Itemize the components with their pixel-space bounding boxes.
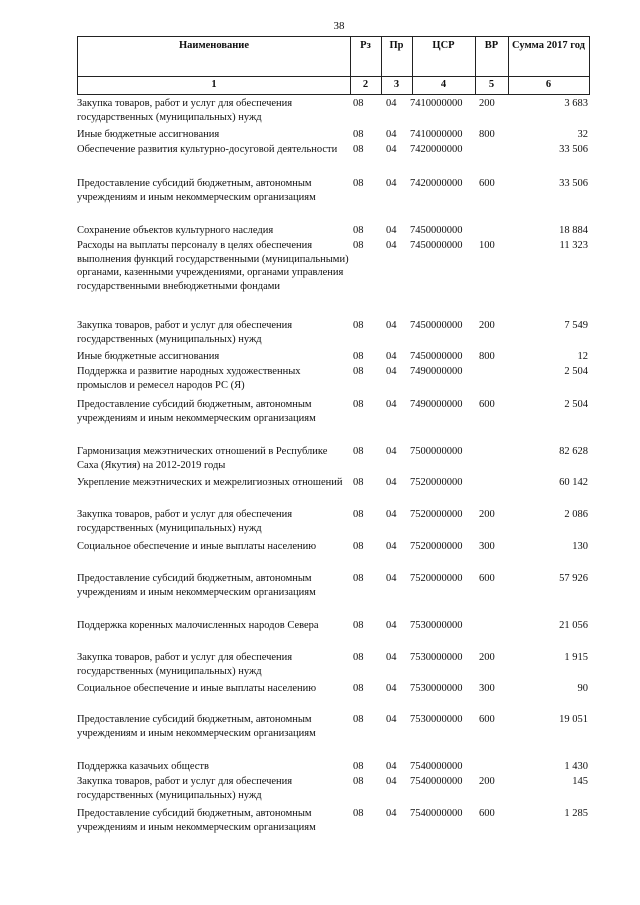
row-name: Предоставление субсидий бюджетным, автономным учреждениям и иным некоммерческим организациям	[77, 808, 316, 833]
row-sum: 130	[572, 541, 588, 552]
row-pr: 04	[386, 129, 397, 140]
header-vr: ВР	[484, 40, 499, 51]
row-rz: 08	[353, 652, 364, 663]
row-name: Закупка товаров, работ и услуг для обеспечения государственных (муниципальных) нужд	[77, 776, 293, 801]
row-sum: 90	[577, 683, 588, 694]
row-rz: 08	[353, 240, 364, 251]
row-pr: 04	[386, 714, 397, 725]
row-csr: 7500000000	[410, 446, 463, 457]
row-rz: 08	[353, 477, 364, 488]
row-pr: 04	[386, 320, 397, 331]
row-sum: 7 549	[564, 320, 588, 331]
row-name: Иные бюджетные ассигнования	[77, 129, 220, 140]
row-vr: 200	[479, 320, 495, 331]
row-name: Сохранение объектов культурного наследия	[77, 225, 274, 236]
row-pr: 04	[386, 446, 397, 457]
row-name: Закупка товаров, работ и услуг для обеспечения государственных (муниципальных) нужд	[77, 320, 293, 345]
row-pr: 04	[386, 477, 397, 488]
row-rz: 08	[353, 178, 364, 189]
row-csr: 7530000000	[410, 620, 463, 631]
row-sum: 82 628	[559, 446, 588, 457]
row-name: Поддержка казачьих обществ	[77, 761, 209, 772]
row-vr: 300	[479, 683, 495, 694]
row-rz: 08	[353, 225, 364, 236]
row-pr: 04	[386, 652, 397, 663]
row-sum: 33 506	[559, 144, 588, 155]
row-rz: 08	[353, 320, 364, 331]
row-name: Укрепление межэтнических и межрелигиозных отношений	[77, 477, 343, 488]
row-csr: 7520000000	[410, 509, 463, 520]
row-sum: 2 504	[564, 366, 588, 377]
row-csr: 7450000000	[410, 240, 463, 251]
row-rz: 08	[353, 351, 364, 362]
row-vr: 300	[479, 541, 495, 552]
row-csr: 7520000000	[410, 477, 463, 488]
row-csr: 7450000000	[410, 225, 463, 236]
row-vr: 600	[479, 573, 495, 584]
row-sum: 19 051	[559, 714, 588, 725]
header-col-1: 1	[211, 79, 217, 90]
row-vr: 200	[479, 776, 495, 787]
row-sum: 2 504	[564, 399, 588, 410]
header-col-6: 6	[545, 79, 552, 90]
row-name: Закупка товаров, работ и услуг для обеспечения государственных (муниципальных) нужд	[77, 509, 293, 534]
row-sum: 11 323	[559, 240, 588, 251]
row-csr: 7450000000	[410, 351, 463, 362]
row-rz: 08	[353, 683, 364, 694]
row-name: Предоставление субсидий бюджетным, автономным учреждениям и иным некоммерческим организациям	[77, 399, 316, 424]
row-name: Иные бюджетные ассигнования	[77, 351, 220, 362]
row-csr: 7490000000	[410, 366, 463, 377]
row-rz: 08	[353, 129, 364, 140]
row-rz: 08	[353, 776, 364, 787]
row-name: Социальное обеспечение и иные выплаты населению	[77, 683, 317, 694]
row-csr: 7530000000	[410, 652, 463, 663]
row-vr: 600	[479, 714, 495, 725]
row-vr: 800	[479, 129, 495, 140]
row-pr: 04	[386, 509, 397, 520]
header-col-5: 5	[488, 79, 495, 90]
row-pr: 04	[386, 683, 397, 694]
row-name: Предоставление субсидий бюджетным, автономным учреждениям и иным некоммерческим организациям	[77, 573, 316, 598]
row-csr: 7420000000	[410, 178, 463, 189]
row-pr: 04	[386, 240, 397, 251]
row-vr: 600	[479, 399, 495, 410]
row-sum: 1 285	[564, 808, 588, 819]
row-rz: 08	[353, 399, 364, 410]
row-sum: 3 683	[564, 98, 588, 109]
row-csr: 7540000000	[410, 808, 463, 819]
row-pr: 04	[386, 573, 397, 584]
row-rz: 08	[353, 541, 364, 552]
row-sum: 18 884	[559, 225, 588, 236]
row-sum: 2 086	[564, 509, 588, 520]
row-name: Предоставление субсидий бюджетным, автономным учреждениям и иным некоммерческим организациям	[77, 178, 316, 203]
row-rz: 08	[353, 509, 364, 520]
row-sum: 21 056	[559, 620, 588, 631]
row-sum: 12	[577, 351, 588, 362]
row-csr: 7520000000	[410, 573, 463, 584]
row-sum: 33 506	[559, 178, 588, 189]
row-rz: 08	[353, 573, 364, 584]
row-sum: 1 430	[564, 761, 588, 772]
row-csr: 7450000000	[410, 320, 463, 331]
row-csr: 7540000000	[410, 761, 463, 772]
row-csr: 7420000000	[410, 144, 463, 155]
header-csr: ЦСР	[432, 40, 455, 51]
row-vr: 200	[479, 98, 495, 109]
row-pr: 04	[386, 366, 397, 377]
row-csr: 7410000000	[410, 129, 463, 140]
row-pr: 04	[386, 620, 397, 631]
row-vr: 600	[479, 808, 495, 819]
row-pr: 04	[386, 225, 397, 236]
row-name: Обеспечение развития культурно-досуговой деятельности	[77, 144, 338, 155]
row-rz: 08	[353, 808, 364, 819]
row-name: Поддержка коренных малочисленных народов Севера	[77, 620, 319, 631]
row-name: Расходы на выплаты персоналу в целях обеспечения выполнения функций государственными (муниципальными) органами, казенными учреждениями, органами управления государственными внебюджетными фондами	[77, 240, 349, 292]
row-pr: 04	[386, 399, 397, 410]
row-pr: 04	[386, 98, 397, 109]
header-sum: Сумма 2017 год	[512, 40, 585, 51]
row-name: Закупка товаров, работ и услуг для обеспечения государственных (муниципальных) нужд	[77, 652, 293, 677]
row-rz: 08	[353, 761, 364, 772]
row-vr: 800	[479, 351, 495, 362]
row-name: Поддержка и развитие народных художественных промыслов и ремесел народов РС (Я)	[77, 366, 301, 391]
header-col-3: 3	[393, 79, 400, 90]
row-pr: 04	[386, 541, 397, 552]
row-sum: 1 915	[564, 652, 588, 663]
header-pr: Пр	[389, 40, 404, 51]
header-name: Наименование	[179, 40, 249, 51]
header-col-2: 2	[362, 79, 369, 90]
row-csr: 7530000000	[410, 683, 463, 694]
row-csr: 7490000000	[410, 399, 463, 410]
row-csr: 7410000000	[410, 98, 463, 109]
row-rz: 08	[353, 144, 364, 155]
row-pr: 04	[386, 761, 397, 772]
row-sum: 57 926	[559, 573, 588, 584]
row-rz: 08	[353, 366, 364, 377]
row-rz: 08	[353, 98, 364, 109]
row-rz: 08	[353, 446, 364, 457]
row-pr: 04	[386, 178, 397, 189]
row-pr: 04	[386, 776, 397, 787]
row-pr: 04	[386, 144, 397, 155]
row-pr: 04	[386, 351, 397, 362]
table-header	[77, 36, 590, 95]
row-sum: 60 142	[559, 477, 588, 488]
row-csr: 7530000000	[410, 714, 463, 725]
row-name: Социальное обеспечение и иные выплаты населению	[77, 541, 317, 552]
row-name: Закупка товаров, работ и услуг для обеспечения государственных (муниципальных) нужд	[77, 98, 293, 123]
row-pr: 04	[386, 808, 397, 819]
row-vr: 200	[479, 509, 495, 520]
row-name: Предоставление субсидий бюджетным, автономным учреждениям и иным некоммерческим организациям	[77, 714, 316, 739]
header-col-4: 4	[440, 79, 447, 90]
row-vr: 100	[479, 240, 495, 251]
row-csr: 7520000000	[410, 541, 463, 552]
row-rz: 08	[353, 620, 364, 631]
row-sum: 32	[577, 129, 588, 140]
header-rz: Рз	[360, 40, 371, 51]
page-number: 38	[333, 20, 345, 32]
row-sum: 145	[572, 776, 588, 787]
row-vr: 200	[479, 652, 495, 663]
row-vr: 600	[479, 178, 495, 189]
row-rz: 08	[353, 714, 364, 725]
row-name: Гармонизация межэтнических отношений в Республике Саха (Якутия) на 2012-2019 годы	[77, 446, 328, 471]
row-csr: 7540000000	[410, 776, 463, 787]
